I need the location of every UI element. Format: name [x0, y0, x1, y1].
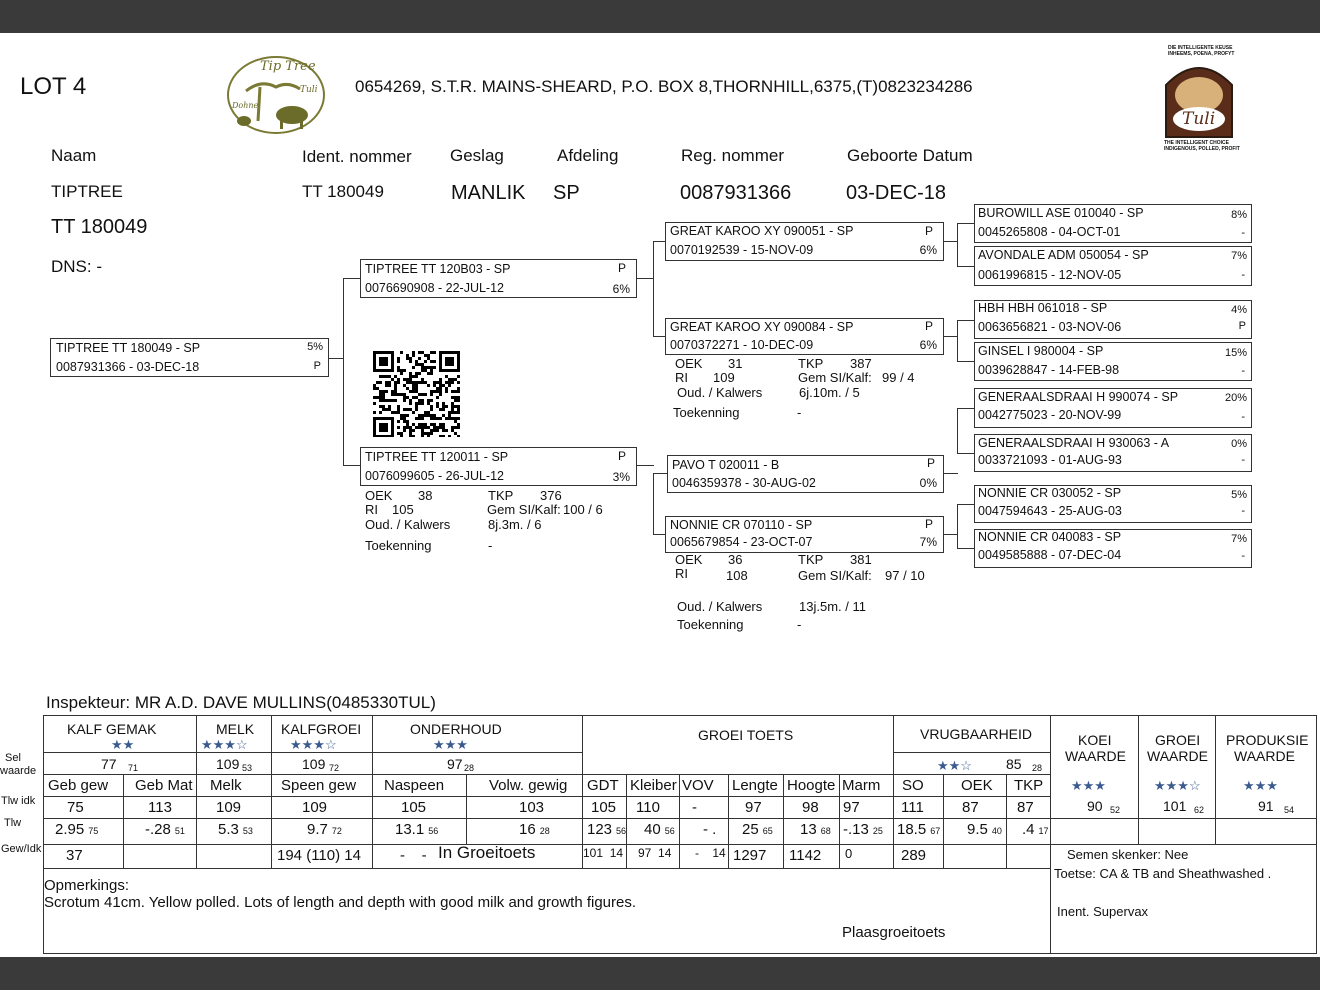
- dd-toe: -: [797, 617, 802, 632]
- dss-pct: 20%: [1224, 392, 1247, 404]
- vrug-stars: ★★☆: [937, 758, 972, 773]
- gew-so: 289: [901, 847, 927, 864]
- idk-value-5: 103: [519, 799, 545, 816]
- dd-oek-label: OEK: [675, 552, 703, 567]
- ds-pct: 0%: [919, 476, 937, 490]
- onderhoud-label: ONDERHOUD: [410, 721, 502, 737]
- note-semen: Semen skenker: Nee: [1067, 847, 1189, 862]
- tlw-main-3: 9.7: [307, 821, 328, 838]
- col-header-10: Hoogte: [787, 777, 836, 794]
- self-flag: P: [313, 360, 321, 372]
- tlw-main-12: 18.5: [897, 821, 927, 838]
- dam-tkp: 376: [540, 488, 562, 503]
- dd-gem: 97 / 10: [885, 568, 925, 583]
- ssd-flag: -: [1241, 269, 1245, 281]
- sire-flag: P: [617, 261, 626, 275]
- tlw-value-12: [897, 821, 940, 838]
- tuli-bottom-line2: INDIGENOUS, POLLED, PROFIT: [1164, 146, 1240, 152]
- tlw-value-10: [800, 821, 831, 838]
- dds-flag: -: [1241, 505, 1245, 517]
- lot-number: LOT 4: [20, 73, 87, 100]
- sss-reg: 0045265808 - 04-OCT-01: [978, 225, 1121, 239]
- col-header-1: Geb Mat: [135, 777, 193, 794]
- gew-lengte: 1297: [733, 847, 767, 864]
- vrug-sub: 28: [1032, 763, 1043, 773]
- produksie-stars: ★★★: [1243, 778, 1278, 793]
- idk-value-6: 105: [591, 799, 617, 816]
- row-label-sel: Sel: [5, 752, 21, 764]
- idk-value-4: 105: [401, 799, 427, 816]
- onderhoud-stars: ★★★: [433, 737, 468, 752]
- koei-label1: KOEI: [1078, 732, 1112, 748]
- tlw-main-1: -.28: [145, 821, 171, 838]
- dam-oud-label: Oud. / Kalwers: [365, 517, 451, 532]
- tlw-sub-0: 75: [88, 826, 99, 836]
- sds-pct: 4%: [1231, 304, 1247, 316]
- tlw-sub-10: 68: [820, 826, 831, 836]
- tlw-sub-12: 67: [930, 826, 941, 836]
- vrug-label: VRUGBAARHEID: [920, 726, 1033, 742]
- dam-tkp-label: TKP: [488, 488, 514, 503]
- col-header-2: Melk: [210, 777, 242, 794]
- col-header-8: VOV: [682, 777, 714, 794]
- sd-ri: 109: [713, 370, 735, 385]
- sds-reg: 0063656821 - 03-NOV-06: [978, 320, 1122, 334]
- dd-oud-label: Oud. / Kalwers: [677, 599, 763, 614]
- tlw-main-13: 9.5: [967, 821, 988, 838]
- sd-flag: P: [924, 319, 933, 333]
- dam-ri-label: RI: [365, 502, 378, 517]
- sd-tkp: 387: [850, 356, 872, 371]
- col-header-9: Lengte: [732, 777, 778, 794]
- sss-name: BUROWILL ASE 010040 - SP: [978, 206, 1144, 220]
- groei-value: 101: [1163, 798, 1187, 814]
- tlw-value-2: [218, 821, 253, 838]
- gew-speen: 194 (110) 14: [277, 847, 361, 864]
- idk-value-12: 111: [901, 799, 924, 816]
- sd-oek: 31: [728, 356, 743, 371]
- animal-dns: DNS: -: [51, 257, 102, 276]
- idk-value-9: 97: [745, 799, 762, 816]
- tuli-bottom-line1: THE INTELLIGENT CHOICE: [1164, 140, 1229, 146]
- tlw-main-6: 123: [587, 821, 613, 838]
- tlw-main-14: .4: [1022, 821, 1035, 838]
- col-header-11: Marm: [842, 777, 881, 794]
- groei-stars: ★★★☆: [1154, 778, 1201, 793]
- ds-reg: 0046359378 - 30-AUG-02: [672, 476, 816, 490]
- ssd-name: AVONDALE ADM 050054 - SP: [978, 248, 1149, 262]
- note-inent: Inent. Supervax: [1057, 904, 1149, 919]
- logo-tiptree-text: Tip Tree: [260, 59, 316, 74]
- tlw-sub-2: 53: [242, 826, 253, 836]
- sss-flag: -: [1241, 227, 1245, 239]
- sd-gem: 99 / 4: [882, 370, 915, 385]
- header-afdeling: Afdeling: [557, 146, 619, 165]
- self-reg: 0087931366 - 03-DEC-18: [56, 360, 200, 374]
- kalf-value: 77: [101, 756, 117, 772]
- dsd-pct: 0%: [1231, 438, 1247, 450]
- remarks-text: Scrotum 41cm. Yellow polled. Lots of length and depth with good milk and growth figures.: [44, 894, 637, 911]
- dd-ri-label: RI: [675, 566, 688, 581]
- dd-pct: 7%: [919, 535, 937, 549]
- col-header-14: TKP: [1014, 777, 1044, 794]
- kalfgroei-value: 109: [302, 756, 326, 772]
- groei-label2: WAARDE: [1147, 748, 1208, 764]
- tlw-main-8: - .: [703, 821, 717, 838]
- tlw-value-5: [519, 821, 550, 838]
- dd-flag: P: [924, 517, 933, 531]
- col-header-7: Kleiber: [630, 777, 677, 794]
- sd-reg: 0070372271 - 10-DEC-09: [670, 338, 814, 352]
- dam-pct: 3%: [612, 470, 630, 484]
- produksie-value: 91: [1258, 798, 1274, 814]
- dd-tkp: 381: [850, 552, 872, 567]
- animal-naam: TIPTREE: [51, 182, 123, 201]
- dd-ri: 108: [726, 568, 748, 583]
- dds-pct: 5%: [1231, 489, 1247, 501]
- remarks-label: Opmerkings:: [44, 877, 130, 894]
- gew-hoogte: 1142: [789, 847, 822, 864]
- self-name: TIPTREE TT 180049 - SP: [56, 341, 201, 355]
- tlw-main-0: 2.95: [55, 821, 85, 838]
- dam-oek: 38: [418, 488, 433, 503]
- produksie-sub: 54: [1284, 805, 1295, 815]
- col-header-3: Speen gew: [281, 777, 357, 794]
- ddd-reg: 0049585888 - 07-DEC-04: [978, 548, 1122, 562]
- dsd-reg: 0033721093 - 01-AUG-93: [978, 453, 1122, 467]
- onderhoud-value: 97: [447, 756, 463, 772]
- tlw-value-0: [55, 821, 98, 838]
- sd-oud-label: Oud. / Kalwers: [677, 385, 763, 400]
- tuli-brand: Tuli: [1182, 109, 1216, 129]
- ss-pct: 6%: [919, 243, 937, 257]
- koei-sub: 52: [1110, 805, 1121, 815]
- ddd-flag: -: [1241, 550, 1245, 562]
- idk-value-1: 113: [148, 799, 172, 816]
- groei-sub: 62: [1194, 805, 1205, 815]
- ss-name: GREAT KAROO XY 090051 - SP: [670, 224, 854, 238]
- dd-gem-label: Gem SI/Kalf:: [798, 568, 872, 583]
- tlw-sub-6: 56: [616, 826, 627, 836]
- dam-oek-label: OEK: [365, 488, 393, 503]
- sdd-reg: 0039628847 - 14-FEB-98: [978, 363, 1120, 377]
- sire-name: TIPTREE TT 120B03 - SP: [365, 262, 511, 276]
- tlw-sub-7: 56: [664, 826, 675, 836]
- lot-page: [0, 33, 1320, 957]
- koei-stars: ★★★: [1071, 778, 1106, 793]
- inspector: Inspekteur: MR A.D. DAVE MULLINS(0485330TUL): [46, 693, 436, 712]
- sss-pct: 8%: [1231, 209, 1247, 221]
- sire-pct: 6%: [612, 282, 630, 296]
- sd-oek-label: OEK: [675, 356, 703, 371]
- animal-geboorte: 03-DEC-18: [846, 182, 947, 204]
- ssd-pct: 7%: [1231, 250, 1247, 262]
- tlw-value-14: [1022, 821, 1049, 838]
- koei-value: 90: [1087, 798, 1103, 814]
- idk-value-13: 87: [962, 799, 979, 816]
- ss-flag: P: [924, 224, 933, 238]
- idk-value-8: -: [692, 799, 697, 816]
- tuli-top-line1: DIE INTELLIGENTE KEUSE: [1168, 45, 1233, 51]
- sdd-pct: 15%: [1224, 347, 1247, 359]
- sd-pct: 6%: [919, 338, 937, 352]
- gew-kleiber: 97 14: [638, 846, 672, 860]
- gew-groeitoets: In Groeitoets: [438, 843, 536, 862]
- kalfgroei-label: KALFGROEI: [281, 721, 362, 737]
- dam-name: TIPTREE TT 120011 - SP: [365, 450, 509, 464]
- dd-toe-label: Toekenning: [677, 617, 744, 632]
- tlw-value-13: [967, 821, 1002, 838]
- sd-gem-label: Gem SI/Kalf:: [798, 370, 872, 385]
- tlw-value-6: [587, 821, 626, 838]
- tlw-value-4: [395, 821, 438, 838]
- kalf-stars: ★★: [111, 737, 135, 752]
- logo-tuli-text: Tuli: [300, 85, 318, 95]
- sd-toe: -: [797, 405, 802, 420]
- dam-reg: 0076099605 - 26-JUL-12: [365, 469, 504, 483]
- dam-gem: 100 / 6: [563, 502, 603, 517]
- row-label-idk: Tlw idk: [1, 795, 36, 807]
- sdd-flag: -: [1241, 365, 1245, 377]
- dss-reg: 0042775023 - 20-NOV-99: [978, 408, 1122, 422]
- idk-value-2: 109: [216, 799, 242, 816]
- breeder-info: 0654269, S.T.R. MAINS-SHEARD, P.O. BOX 8,THORNHILL,6375,(T)0823234286: [355, 77, 973, 96]
- dss-flag: -: [1241, 411, 1245, 423]
- idk-value-7: 110: [636, 799, 660, 816]
- tlw-value-1: [145, 821, 185, 838]
- tlw-main-10: 13: [800, 821, 817, 838]
- ddd-pct: 7%: [1231, 533, 1247, 545]
- header-geboorte: Geboorte Datum: [847, 146, 973, 165]
- melk-label: MELK: [216, 721, 255, 737]
- idk-value-10: 98: [802, 799, 819, 816]
- melk-sub: 53: [242, 763, 253, 773]
- dd-oek: 36: [728, 552, 743, 567]
- tuli-top-line2: INHEEMS, POENA, PROFYT: [1168, 51, 1235, 57]
- vrug-value: 85: [1006, 756, 1022, 772]
- header-ident: Ident. nommer: [302, 147, 412, 166]
- remarks-plaas: Plaasgroeitoets: [842, 924, 946, 941]
- idk-value-11: 97: [843, 799, 860, 816]
- dss-name: GENERAALSDRAAI H 990074 - SP: [978, 390, 1179, 404]
- col-header-0: Geb gew: [48, 777, 109, 794]
- melk-stars: ★★★☆: [201, 737, 248, 752]
- animal-geslag: MANLIK: [451, 182, 526, 204]
- sd-toe-label: Toekenning: [673, 405, 740, 420]
- sd-ri-label: RI: [675, 370, 688, 385]
- sd-oud: 6j.10m. / 5: [799, 385, 860, 400]
- tlw-sub-5: 28: [539, 826, 550, 836]
- dam-gem-label: Gem SI/Kalf:: [487, 502, 561, 517]
- dam-toe-label: Toekenning: [365, 538, 432, 553]
- gew-gebgew: 37: [66, 847, 83, 864]
- groei-label1: GROEI: [1155, 732, 1201, 748]
- tlw-sub-11: 25: [872, 826, 883, 836]
- kalfgroei-stars: ★★★☆: [290, 737, 337, 752]
- tlw-value-11: [843, 821, 883, 838]
- col-header-4: Naspeen: [384, 777, 445, 794]
- sd-name: GREAT KAROO XY 090084 - SP: [670, 320, 854, 334]
- animal-ident: TT 180049: [302, 182, 384, 201]
- dsd-flag: -: [1241, 454, 1245, 466]
- dd-reg: 0065679854 - 23-OCT-07: [670, 535, 813, 549]
- animal-ident-big: TT 180049: [51, 216, 148, 238]
- dsd-name: GENERAALSDRAAI H 930063 - A: [978, 436, 1170, 450]
- tlw-sub-3: 72: [331, 826, 342, 836]
- ssd-reg: 0061996815 - 12-NOV-05: [978, 268, 1122, 282]
- row-label-tlw: Tlw: [4, 817, 22, 829]
- tlw-value-8: [703, 821, 720, 838]
- row-label-waarde: waarde: [0, 765, 37, 777]
- kalf-label: KALF GEMAK: [67, 721, 157, 737]
- tlw-sub-4: 56: [428, 826, 439, 836]
- col-header-6: GDT: [587, 777, 619, 794]
- header-geslag: Geslag: [450, 146, 504, 165]
- sire-reg: 0076690908 - 22-JUL-12: [365, 281, 504, 295]
- koei-label2: WAARDE: [1065, 748, 1126, 764]
- sds-flag: P: [1238, 320, 1246, 332]
- ss-reg: 0070192539 - 15-NOV-09: [670, 243, 814, 257]
- tlw-main-11: -.13: [843, 821, 869, 838]
- tlw-sub-9: 65: [762, 826, 773, 836]
- onderhoud-sub: 28: [464, 763, 475, 773]
- dd-name: NONNIE CR 070110 - SP: [670, 518, 813, 532]
- gew-gdt: 101 14: [583, 846, 624, 860]
- animal-reg: 0087931366: [680, 182, 792, 204]
- kalfgroei-sub: 72: [329, 763, 340, 773]
- tlw-sub-1: 51: [174, 826, 185, 836]
- self-pct: 5%: [307, 341, 323, 353]
- melk-value: 109: [216, 756, 240, 772]
- produksie-label2: WAARDE: [1234, 748, 1295, 764]
- tlw-value-7: [644, 821, 675, 838]
- idk-value-14: 87: [1017, 799, 1034, 816]
- tlw-sub-14: 17: [1038, 826, 1049, 836]
- tlw-main-5: 16: [519, 821, 536, 838]
- animal-afdeling: SP: [553, 182, 580, 204]
- col-header-5: Volw. gewig: [489, 777, 568, 794]
- groei-toets-label: GROEI TOETS: [698, 727, 794, 743]
- header-reg: Reg. nommer: [681, 146, 784, 165]
- dam-ri: 105: [392, 502, 414, 517]
- ds-name: PAVO T 020011 - B: [672, 458, 780, 472]
- dd-oud: 13j.5m. / 11: [799, 599, 866, 614]
- tlw-sub-13: 40: [991, 826, 1002, 836]
- produksie-label1: PRODUKSIE: [1226, 732, 1309, 748]
- tlw-main-2: 5.3: [218, 821, 239, 838]
- idk-value-3: 109: [302, 799, 328, 816]
- dam-oud: 8j.3m. / 6: [488, 517, 542, 532]
- kalf-sub: 71: [128, 763, 139, 773]
- gew-marm: 0: [845, 846, 853, 861]
- performance-table: [0, 33, 1320, 957]
- dam-flag: P: [617, 449, 626, 463]
- sds-name: HBH HBH 061018 - SP: [978, 301, 1108, 315]
- dds-name: NONNIE CR 030052 - SP: [978, 486, 1122, 500]
- tlw-main-9: 25: [742, 821, 759, 838]
- sdd-name: GINSEL I 980004 - SP: [978, 344, 1104, 358]
- tlw-value-3: [307, 821, 342, 838]
- ds-flag: P: [926, 456, 935, 470]
- idk-value-0: 75: [67, 799, 84, 816]
- dam-toe: -: [488, 538, 493, 553]
- dd-tkp-label: TKP: [798, 552, 824, 567]
- col-header-13: OEK: [961, 777, 993, 794]
- gew-vov: - 14: [695, 846, 726, 860]
- dds-reg: 0047594643 - 25-AUG-03: [978, 504, 1122, 518]
- tlw-main-7: 40: [644, 821, 661, 838]
- col-header-12: SO: [902, 777, 924, 794]
- sd-tkp-label: TKP: [798, 356, 824, 371]
- tlw-main-4: 13.1: [395, 821, 425, 838]
- header-naam: Naam: [51, 146, 97, 165]
- tlw-value-9: [742, 821, 773, 838]
- gew-naspeen: - -: [400, 847, 427, 864]
- note-toetse: Toetse: CA & TB and Sheathwashed .: [1054, 866, 1272, 881]
- ddd-name: NONNIE CR 040083 - SP: [978, 530, 1122, 544]
- row-label-gew: Gew/Idk: [1, 843, 42, 855]
- logo-dohne-text: Dohne: [232, 101, 259, 110]
